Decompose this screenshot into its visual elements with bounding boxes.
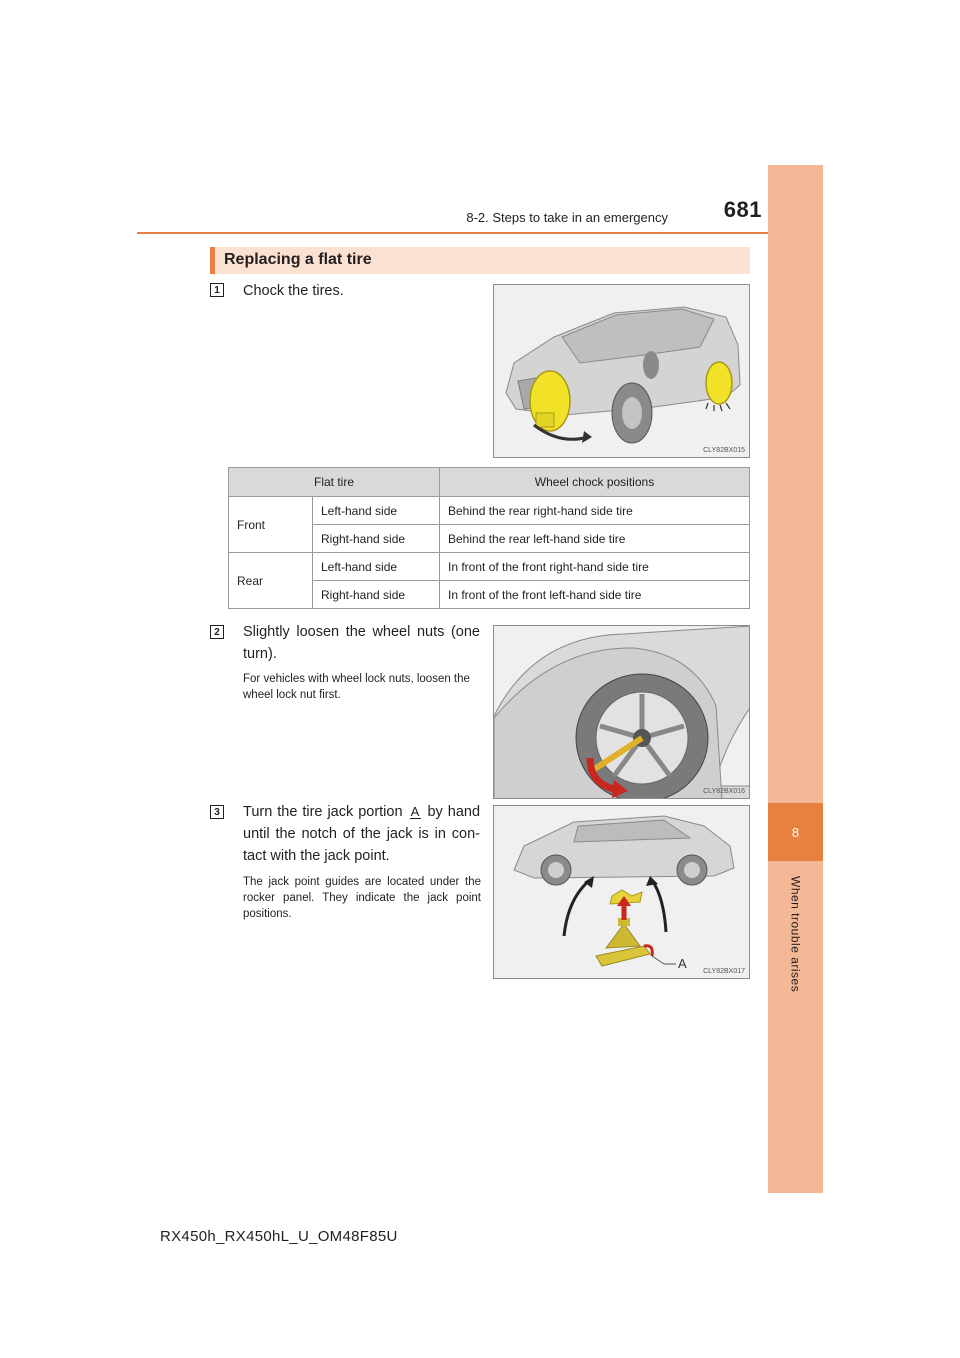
table-cell-position: Behind the rear left-hand side tire [440, 525, 750, 553]
step-3-note: The jack point guides are located under the rocker panel. They indicate the jack point positions. [243, 876, 481, 920]
page-number: 681 [723, 197, 762, 222]
step-2-note: For vehicles with wheel lock nuts, loosen the wheel lock nut first. [243, 673, 470, 701]
wheel-chock-table [228, 467, 750, 609]
table-cell-side: Right-hand side [313, 581, 440, 609]
chapter-title: When trouble arises [788, 875, 803, 993]
chapter-side-tab [768, 165, 823, 1193]
figure-loosen-nuts [493, 625, 750, 799]
wheel-nut-illustration [494, 626, 750, 799]
section-heading [210, 247, 750, 274]
section-heading-text: Replacing a flat tire [224, 251, 372, 268]
table-header-chock-positions: Wheel chock positions [440, 468, 750, 497]
header-rule [137, 232, 822, 234]
step-3-text [243, 801, 480, 867]
figure-callout-a: A [678, 956, 687, 971]
table-cell-side: Left-hand side [313, 553, 440, 581]
figure-code: CLY82BX015 [703, 447, 745, 454]
table-header-row [229, 468, 750, 497]
figure-chock-tires [493, 284, 750, 458]
figure-code: CLY82BX016 [703, 788, 745, 795]
table-cell-position: Behind the rear right-hand side tire [440, 497, 750, 525]
chapter-title-tab [768, 870, 823, 998]
table-cell-position: In front of the front right-hand side tire [440, 553, 750, 581]
section-title: 8-2. Steps to take in an emergency [466, 210, 668, 225]
step-2-number: 2 [210, 625, 224, 639]
step-1-text: Chock the tires. [243, 283, 344, 299]
figure-jack [493, 805, 750, 979]
callout-a-label: A [410, 804, 420, 819]
table-cell-position: In front of the front left-hand side tire [440, 581, 750, 609]
step-3-text-before: Turn the tire jack portion [243, 804, 403, 820]
table-cell-side: Right-hand side [313, 525, 440, 553]
step-1-number: 1 [210, 283, 224, 297]
step-2-text: Slightly loosen the wheel nuts (one turn). [243, 624, 480, 662]
suv-chock-illustration [494, 285, 750, 458]
table-row [229, 553, 750, 581]
table-group-label: Front [229, 497, 313, 553]
chapter-number-tab: 8 [768, 803, 823, 861]
table-cell-side: Left-hand side [313, 497, 440, 525]
table-header-flat-tire: Flat tire [229, 468, 440, 497]
table-row [229, 497, 750, 525]
step-3-text-after: by hand until the notch of the jack is in con-tact with the jack point. [243, 804, 481, 864]
table-group-label: Rear [229, 553, 313, 609]
model-code: RX450h_RX450hL_U_OM48F85U [160, 1228, 398, 1245]
jack-illustration [494, 806, 750, 979]
step-3-number: 3 [210, 805, 224, 819]
figure-code: CLY82BX017 [703, 968, 745, 975]
